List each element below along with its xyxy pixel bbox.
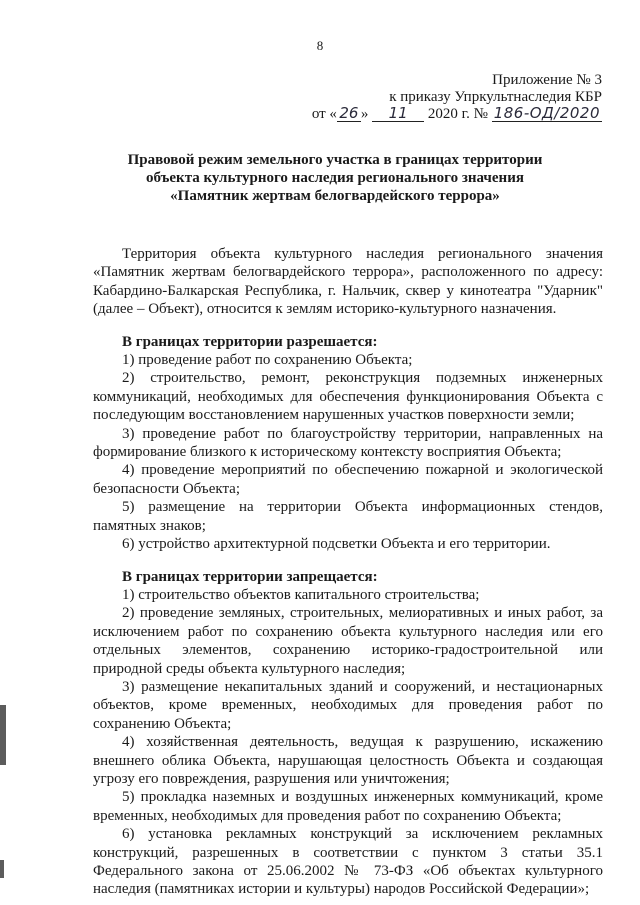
scan-edge-mark [0, 860, 4, 878]
forbidden-item: 3) размещение некапитальных зданий и сооружений, и нестационарных объектов, кроме временных, необходимых для проведения работ по сохранению Объекта; [93, 678, 603, 732]
title-line-3: «Памятник жертвам белогвардейского террора» [170, 188, 500, 204]
forbidden-item: 5) прокладка наземных и воздушных инженерных коммуникаций, кроме временных, необходимых для проведения работ по сохранению Объекта; [93, 789, 603, 824]
allowed-heading: В границах территории разрешается: [122, 333, 378, 350]
title-line-1: Правовой режим земельного участка в границах территории [127, 152, 543, 168]
scan-edge-mark [0, 705, 6, 765]
allowed-item: 2) строительство, ремонт, реконструкция подземных инженерных коммуникаций, необходимых для обеспечения функционирования Объекта с последующим восстановлением нарушенных участков поверхности земли; [93, 370, 603, 424]
spacer [93, 554, 603, 568]
forbidden-item: 2) проведение земляных, строительных, мелиоративных и иных работ, за исключением работ по сохранению объекта культурного наследия или его отдельных элементов, сохранению историко-градостроительной или природной среды объекта культурного наследия; [93, 605, 603, 677]
spacer [93, 319, 603, 333]
appendix-title: Приложение № 3 [492, 72, 602, 88]
date-prefix: от « [311, 106, 337, 122]
forbidden-item: 6) установка рекламных конструкций за исключением рекламных конструкций, разрешенных в соответствии с пунктом 3 статьи 35.1 Федерального закона от 25.06.2002 № 73-ФЗ «Об объектах культурного наследия (памятниках истории и культуры) народов Российской Федерации»; [93, 826, 603, 898]
date-mid: » [360, 106, 369, 122]
document-body [93, 245, 603, 899]
handwritten-day: 26 [337, 106, 361, 122]
allowed-item: 5) размещение на территории Объекта информационных стендов, памятных знаков; [93, 499, 603, 534]
intro-paragraph: Территория объекта культурного наследия регионального значения «Памятник жертвам белогвардейского террора», расположенного по адресу: Кабардино-Балкарская Республика, г. Нальчик, сквер у кинотеатра "Ударник" (далее – Объект), относится к землям историко-культурного назначения. [93, 246, 603, 318]
forbidden-item: 4) хозяйственная деятельность, ведущая к разрушению, искажению внешнего облика Объекта, нарушающая целостность Объекта и создающая угрозу его повреждения, разрушения или уничтожения; [93, 734, 603, 787]
handwritten-order-number: 186-ОД/2020 [493, 104, 600, 122]
allowed-item: 1) проведение работ по сохранению Объекта; [122, 352, 413, 369]
date-year: 2020 г. № [427, 106, 488, 122]
document-title [100, 151, 570, 205]
allowed-item: 3) проведение работ по благоустройству территории, направленных на формирование близкого к историческому контексту восприятия Объекта; [93, 425, 603, 461]
appendix-date-line [272, 106, 602, 123]
allowed-item: 4) проведение мероприятий по обеспечению пожарной и экологической безопасности Объекта; [93, 462, 603, 497]
forbidden-heading: В границах территории запрещается: [122, 568, 378, 585]
allowed-item: 6) устройство архитектурной подсветки Объекта и его территории. [122, 536, 551, 553]
appendix-order-ref: к приказу Упркультнаследия КБР [389, 89, 602, 105]
appendix-header [272, 72, 602, 123]
title-line-2: объекта культурного наследия регионального значения [146, 170, 524, 186]
forbidden-item: 1) строительство объектов капитального строительства; [122, 586, 480, 603]
page-number: 8 [316, 38, 324, 53]
handwritten-month: 11 [372, 106, 424, 122]
